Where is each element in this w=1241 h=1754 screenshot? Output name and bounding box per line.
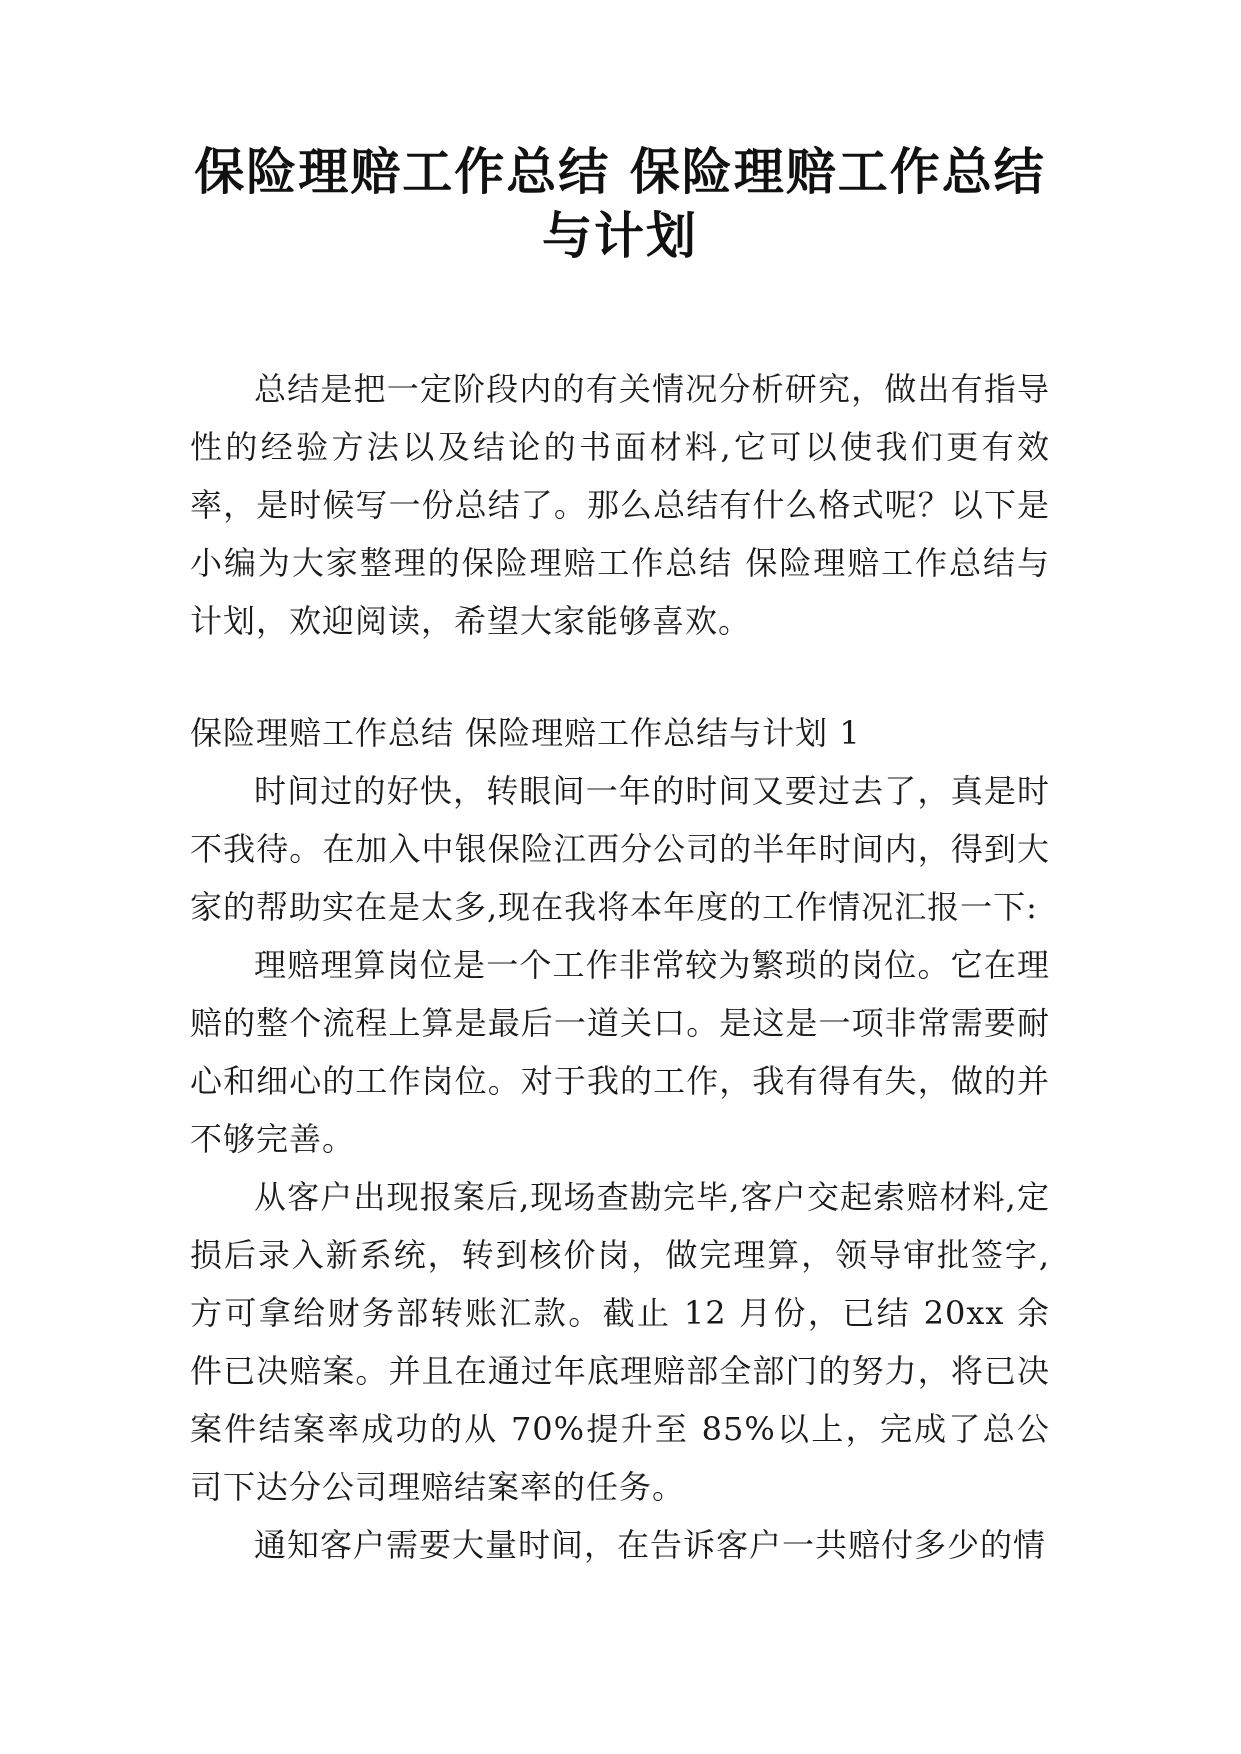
intro-paragraph: 总结是把一定阶段内的有关情况分析研究，做出有指导性的经验方法以及结论的书面材料,它可以使我们更有效率，是时候写一份总结了。那么总结有什么格式呢？以下是小编为大家整理的保险理赔工作总结 保险理赔工作总结与计划，欢迎阅读，希望大家能够喜欢。 [190, 370, 1050, 640]
body-paragraph: 从客户出现报案后,现场查勘完毕,客户交起索赔材料,定损后录入新系统，转到核价岗，做完理算，领导审批签字,方可拿给财务部转账汇款。截止 12 月份，已结 20xx 余件已决赔案。并且在通过年底理赔部全部门的努力，将已决案件结案率成功的从 70%提升至 85%以上，完成了总公司下达分公司理赔结案率的任务。 [190, 1178, 1050, 1506]
document-body [190, 360, 1050, 1574]
body-paragraph: 时间过的好快，转眼间一年的时间又要过去了，真是时不我待。在加入中银保险江西分公司的半年时间内，得到大家的帮助实在是太多,现在我将本年度的工作情况汇报一下: [190, 772, 1050, 926]
body-paragraph: 理赔理算岗位是一个工作非常较为繁琐的岗位。它在理赔的整个流程上算是最后一道关口。是这是一项非常需要耐心和细心的工作岗位。对于我的工作，我有得有失，做的并不够完善。 [190, 946, 1050, 1158]
section-heading: 保险理赔工作总结 保险理赔工作总结与计划 1 [190, 714, 861, 752]
body-paragraph: 通知客户需要大量时间，在告诉客户一共赔付多少的情 [254, 1526, 1047, 1564]
document-title: 保险理赔工作总结 保险理赔工作总结与计划 [194, 143, 1046, 265]
